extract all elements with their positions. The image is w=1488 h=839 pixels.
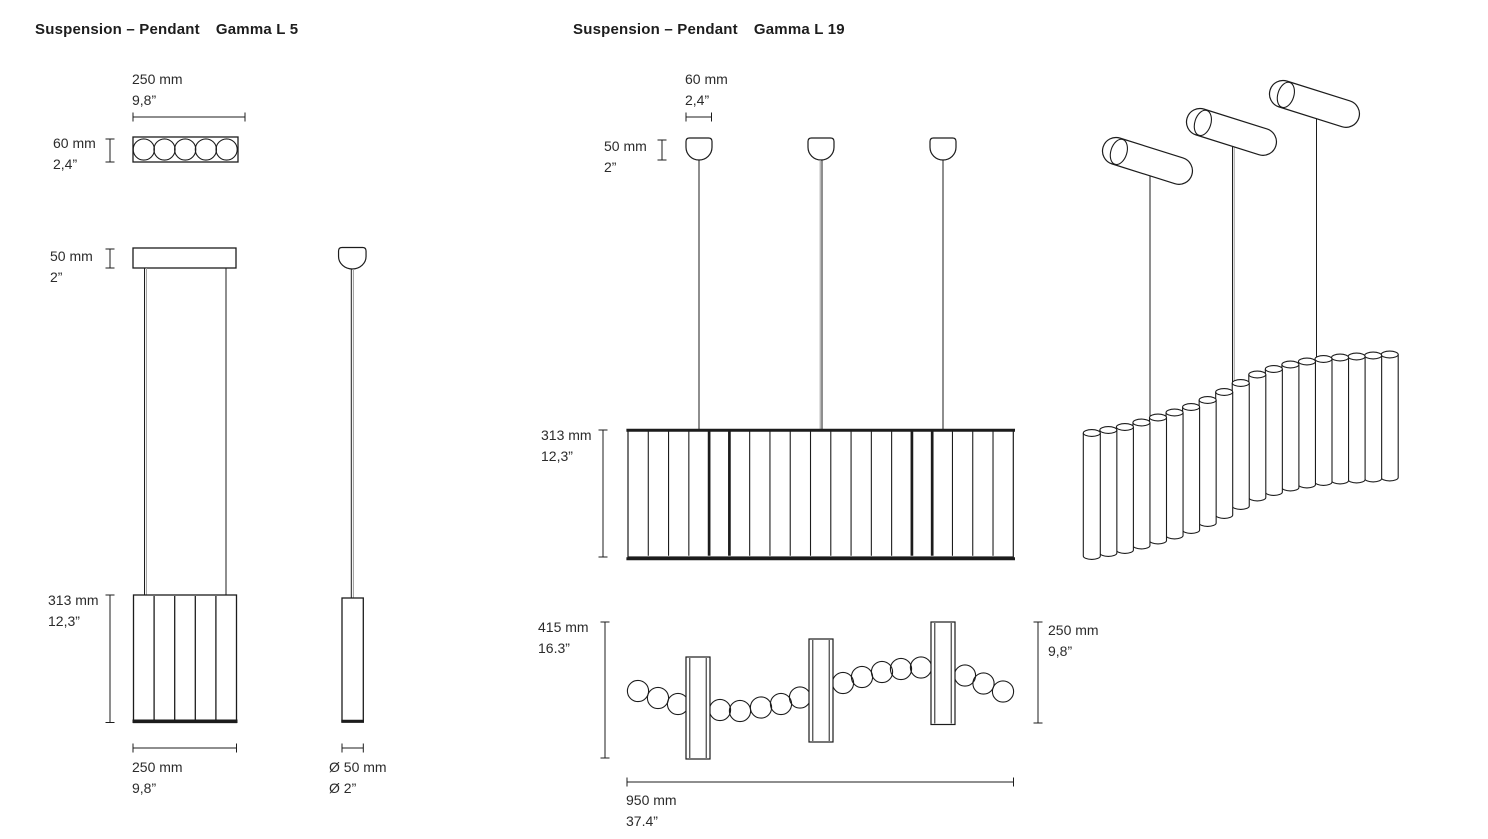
- l19-front-canopy-3: [930, 138, 956, 160]
- dim-label-l5-body-width: [132, 757, 183, 799]
- l19-persp-tube: [1133, 423, 1150, 549]
- l19-persp-tube: [1183, 407, 1200, 533]
- l19-persp-tube: [1232, 383, 1249, 509]
- l19-persp-tube: [1083, 433, 1100, 559]
- l19-persp-tube-cap: [1116, 424, 1133, 431]
- l19-persp-tube: [1348, 357, 1365, 483]
- l19-persp-tube-cap: [1100, 427, 1117, 434]
- l19-front-canopy-2: [808, 138, 834, 160]
- l19-persp-tube: [1199, 400, 1216, 526]
- dim-mm: 50 mm: [50, 248, 93, 264]
- dim-inch: 16.3”: [538, 640, 570, 656]
- dim-mm: Ø 50 mm: [329, 759, 387, 775]
- l5-model-name: Gamma L 5: [215, 21, 299, 38]
- dim-inch: 2,4”: [53, 156, 78, 172]
- dim-inch: 2”: [50, 269, 63, 285]
- dim-mm: 313 mm: [48, 592, 99, 608]
- l5-top-view-sphere: [175, 139, 196, 160]
- l5-top-view-sphere: [154, 139, 175, 160]
- l19-persp-tube-cap: [1282, 361, 1299, 368]
- l5-title: [35, 21, 298, 38]
- l5-top-view-sphere: [133, 139, 154, 160]
- l19-title-text: Suspension – Pendant: [573, 21, 738, 38]
- l19-persp-tube-cap: [1150, 414, 1167, 421]
- l19-plan-sphere: [832, 672, 853, 693]
- dim-mm: 250 mm: [132, 71, 183, 87]
- l19-plan-sphere: [770, 693, 791, 714]
- dim-label-l19-canopy-width: [685, 69, 728, 111]
- dim-label-l19-plan-depth: [538, 617, 589, 659]
- dim-mm: 415 mm: [538, 619, 589, 635]
- dim-label-l19-body-height: [541, 425, 592, 467]
- l19-persp-tube-cap: [1315, 356, 1332, 363]
- dim-inch: 37.4”: [626, 813, 658, 829]
- dim-label-l5-tube-diameter: [329, 757, 387, 799]
- l19-persp-tube-cap: [1166, 409, 1183, 416]
- dim-mm: 250 mm: [132, 759, 183, 775]
- dim-mm: 950 mm: [626, 792, 677, 808]
- dim-label-l5-body-height: [48, 590, 99, 632]
- l19-plan-sphere: [890, 658, 911, 679]
- l19-persp-tube: [1100, 430, 1117, 556]
- l19-persp-rail-1-capsule: [1099, 134, 1196, 188]
- l19-persp-tube: [1282, 365, 1299, 491]
- l19-plan-sphere: [910, 657, 931, 678]
- l19-plan-sphere: [729, 700, 750, 721]
- dim-inch: 12,3”: [48, 613, 80, 629]
- l19-persp-rail-1: [1099, 134, 1196, 188]
- l19-plan-sphere: [627, 680, 648, 701]
- l5-top-view-sphere: [195, 139, 216, 160]
- l19-plan-sphere: [851, 666, 872, 687]
- l19-persp-tube: [1116, 427, 1133, 553]
- l19-persp-tube-cap: [1381, 351, 1398, 358]
- l19-persp-tube-cap: [1232, 380, 1249, 387]
- l5-front-body: [134, 595, 237, 723]
- dim-mm: 60 mm: [53, 135, 96, 151]
- l19-persp-tube: [1298, 362, 1315, 488]
- l19-persp-tube-cap: [1265, 366, 1282, 373]
- dim-inch: 9,8”: [132, 780, 157, 796]
- l19-persp-tube: [1381, 355, 1398, 481]
- l19-persp-tube-cap: [1348, 353, 1365, 360]
- l19-persp-tube-cap: [1083, 430, 1100, 437]
- l19-plan-sphere: [992, 681, 1013, 702]
- dim-label-l19-overall-width: [626, 790, 677, 832]
- l19-persp-tube: [1315, 359, 1332, 485]
- l5-title-text: Suspension – Pendant: [35, 21, 200, 38]
- l19-persp-rail-2-capsule: [1183, 105, 1280, 159]
- l5-top-view-sphere: [216, 139, 237, 160]
- l19-persp-tube: [1166, 413, 1183, 539]
- dim-inch: 2”: [604, 159, 617, 175]
- l19-plan-sphere: [871, 661, 892, 682]
- l19-persp-tube: [1150, 418, 1167, 544]
- dim-label-l5-canopy-height: [50, 246, 93, 288]
- dim-label-l5-top-height: [53, 133, 96, 175]
- dim-inch: Ø 2”: [329, 780, 357, 796]
- l19-persp-tube-cap: [1332, 354, 1349, 361]
- dim-label-l19-plan-height: [1048, 620, 1099, 662]
- l5-side-tube: [342, 598, 363, 722]
- l19-persp-tube-cap: [1249, 371, 1266, 378]
- dim-mm: 50 mm: [604, 138, 647, 154]
- l19-persp-rail-3: [1266, 77, 1363, 131]
- l19-plan-sphere: [709, 699, 730, 720]
- dim-inch: 12,3”: [541, 448, 573, 464]
- l19-persp-tube: [1332, 358, 1349, 484]
- l19-title: [573, 21, 845, 38]
- l19-persp-tube-cap: [1183, 404, 1200, 411]
- l19-persp-tube-cap: [1199, 397, 1216, 404]
- l19-persp-tube-cap: [1133, 419, 1150, 426]
- l19-front-canopy-1: [686, 138, 712, 160]
- l19-persp-rail-3-capsule: [1266, 77, 1363, 131]
- dim-inch: 2,4”: [685, 92, 710, 108]
- l19-persp-tube-cap: [1365, 352, 1382, 359]
- l5-side-canopy: [339, 248, 367, 270]
- l19-persp-tube: [1216, 392, 1233, 518]
- l19-front-body: [628, 430, 1013, 557]
- l19-plan-sphere: [789, 687, 810, 708]
- l5-front-canopy: [133, 248, 236, 268]
- dim-label-l19-canopy-height: [604, 136, 647, 178]
- l19-persp-tube-cap: [1216, 389, 1233, 396]
- dim-mm: 60 mm: [685, 71, 728, 87]
- l19-persp-tube-cap: [1298, 358, 1315, 365]
- l19-model-name: Gamma L 19: [753, 21, 845, 38]
- l19-persp-tube: [1265, 369, 1282, 495]
- l19-plan-sphere: [973, 673, 994, 694]
- l19-persp-tube: [1249, 375, 1266, 501]
- l19-plan-sphere: [647, 687, 668, 708]
- dim-mm: 313 mm: [541, 427, 592, 443]
- l19-plan-sphere: [750, 697, 771, 718]
- dim-label-l5-top-width: [132, 69, 183, 111]
- l19-persp-tube: [1365, 356, 1382, 482]
- dim-inch: 9,8”: [132, 92, 157, 108]
- l19-persp-rail-2: [1183, 105, 1280, 159]
- dim-mm: 250 mm: [1048, 622, 1099, 638]
- dim-inch: 9,8”: [1048, 643, 1073, 659]
